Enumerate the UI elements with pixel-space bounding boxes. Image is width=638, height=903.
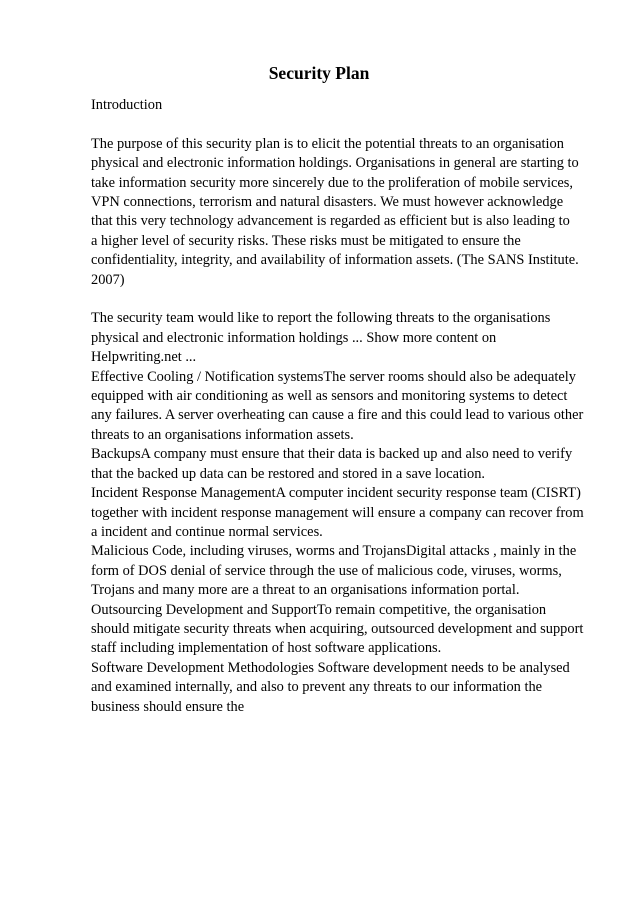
text-line: a higher level of security risks. These risks must be mitigated to ensure the [91,232,521,249]
text-line: Trojans and many more are a threat to an organisations information portal. [91,582,520,599]
document-body [91,96,596,717]
text-line: Software Development Methodologies Software development needs to be analysed [91,659,570,676]
text-line: threats to an organisations information assets. [91,426,354,443]
text-line: Outsourcing Development and SupportTo remain competitive, the organisation [91,601,547,618]
page-title: Security Plan [268,63,370,83]
report-paragraph [91,309,596,367]
text-line: that this very technology advancement is regarded as efficient but is also leading to [91,213,570,230]
text-line: take information security more sincerely due to the proliferation of mobile services, [91,174,573,191]
text-line: and examined internally, and also to prevent any threats to our information the [91,679,543,696]
text-line: The security team would like to report the following threats to the organisations [91,310,551,327]
paragraph-gap [91,115,596,134]
text-line: Effective Cooling / Notification systemsThe server rooms should also be adequately [91,368,576,385]
text-line: a incident and continue normal services. [91,523,323,540]
text-line: Helpwriting.net ... [91,349,197,366]
text-line: should mitigate security threats when acquiring, outsourced development and support [91,620,584,637]
introduction-heading: Introduction [91,97,163,113]
text-line: together with incident response management will ensure a company can recover from [91,504,584,521]
text-line: BackupsA company must ensure that their data is backed up and also need to verify [91,446,573,463]
text-line: physical and electronic information holdings. Organisations in general are starting to [91,155,579,172]
text-line: equipped with air conditioning as well as sensors and monitoring systems to detect [91,388,568,405]
text-line: form of DOS denial of service through the use of malicious code, viruses, worms, [91,562,562,579]
text-line: that the backed up data can be restored and stored in a save location. [91,465,485,482]
text-line: business should ensure the [91,698,245,715]
text-line: staff including implementation of host software applications. [91,640,442,657]
text-line: confidentiality, integrity, and availability of information assets. (The SANS Institute. [91,252,579,269]
paragraph-gap [91,290,596,309]
purpose-paragraph [91,135,596,290]
text-line: Malicious Code, including viruses, worms and TrojansDigital attacks , mainly in the [91,543,577,560]
text-line: The purpose of this security plan is to elicit the potential threats to an organisation [91,135,564,152]
text-line: VPN connections, terrorism and natural disasters. We must however acknowledge [91,194,564,211]
text-line: Incident Response ManagementA computer incident security response team (CISRT) [91,485,581,502]
text-line: 2007) [91,271,125,288]
text-line: any failures. A server overheating can cause a fire and this could lead to various other [91,407,584,424]
threats-list [91,368,596,717]
text-line: physical and electronic information holdings ... Show more content on [91,329,497,346]
